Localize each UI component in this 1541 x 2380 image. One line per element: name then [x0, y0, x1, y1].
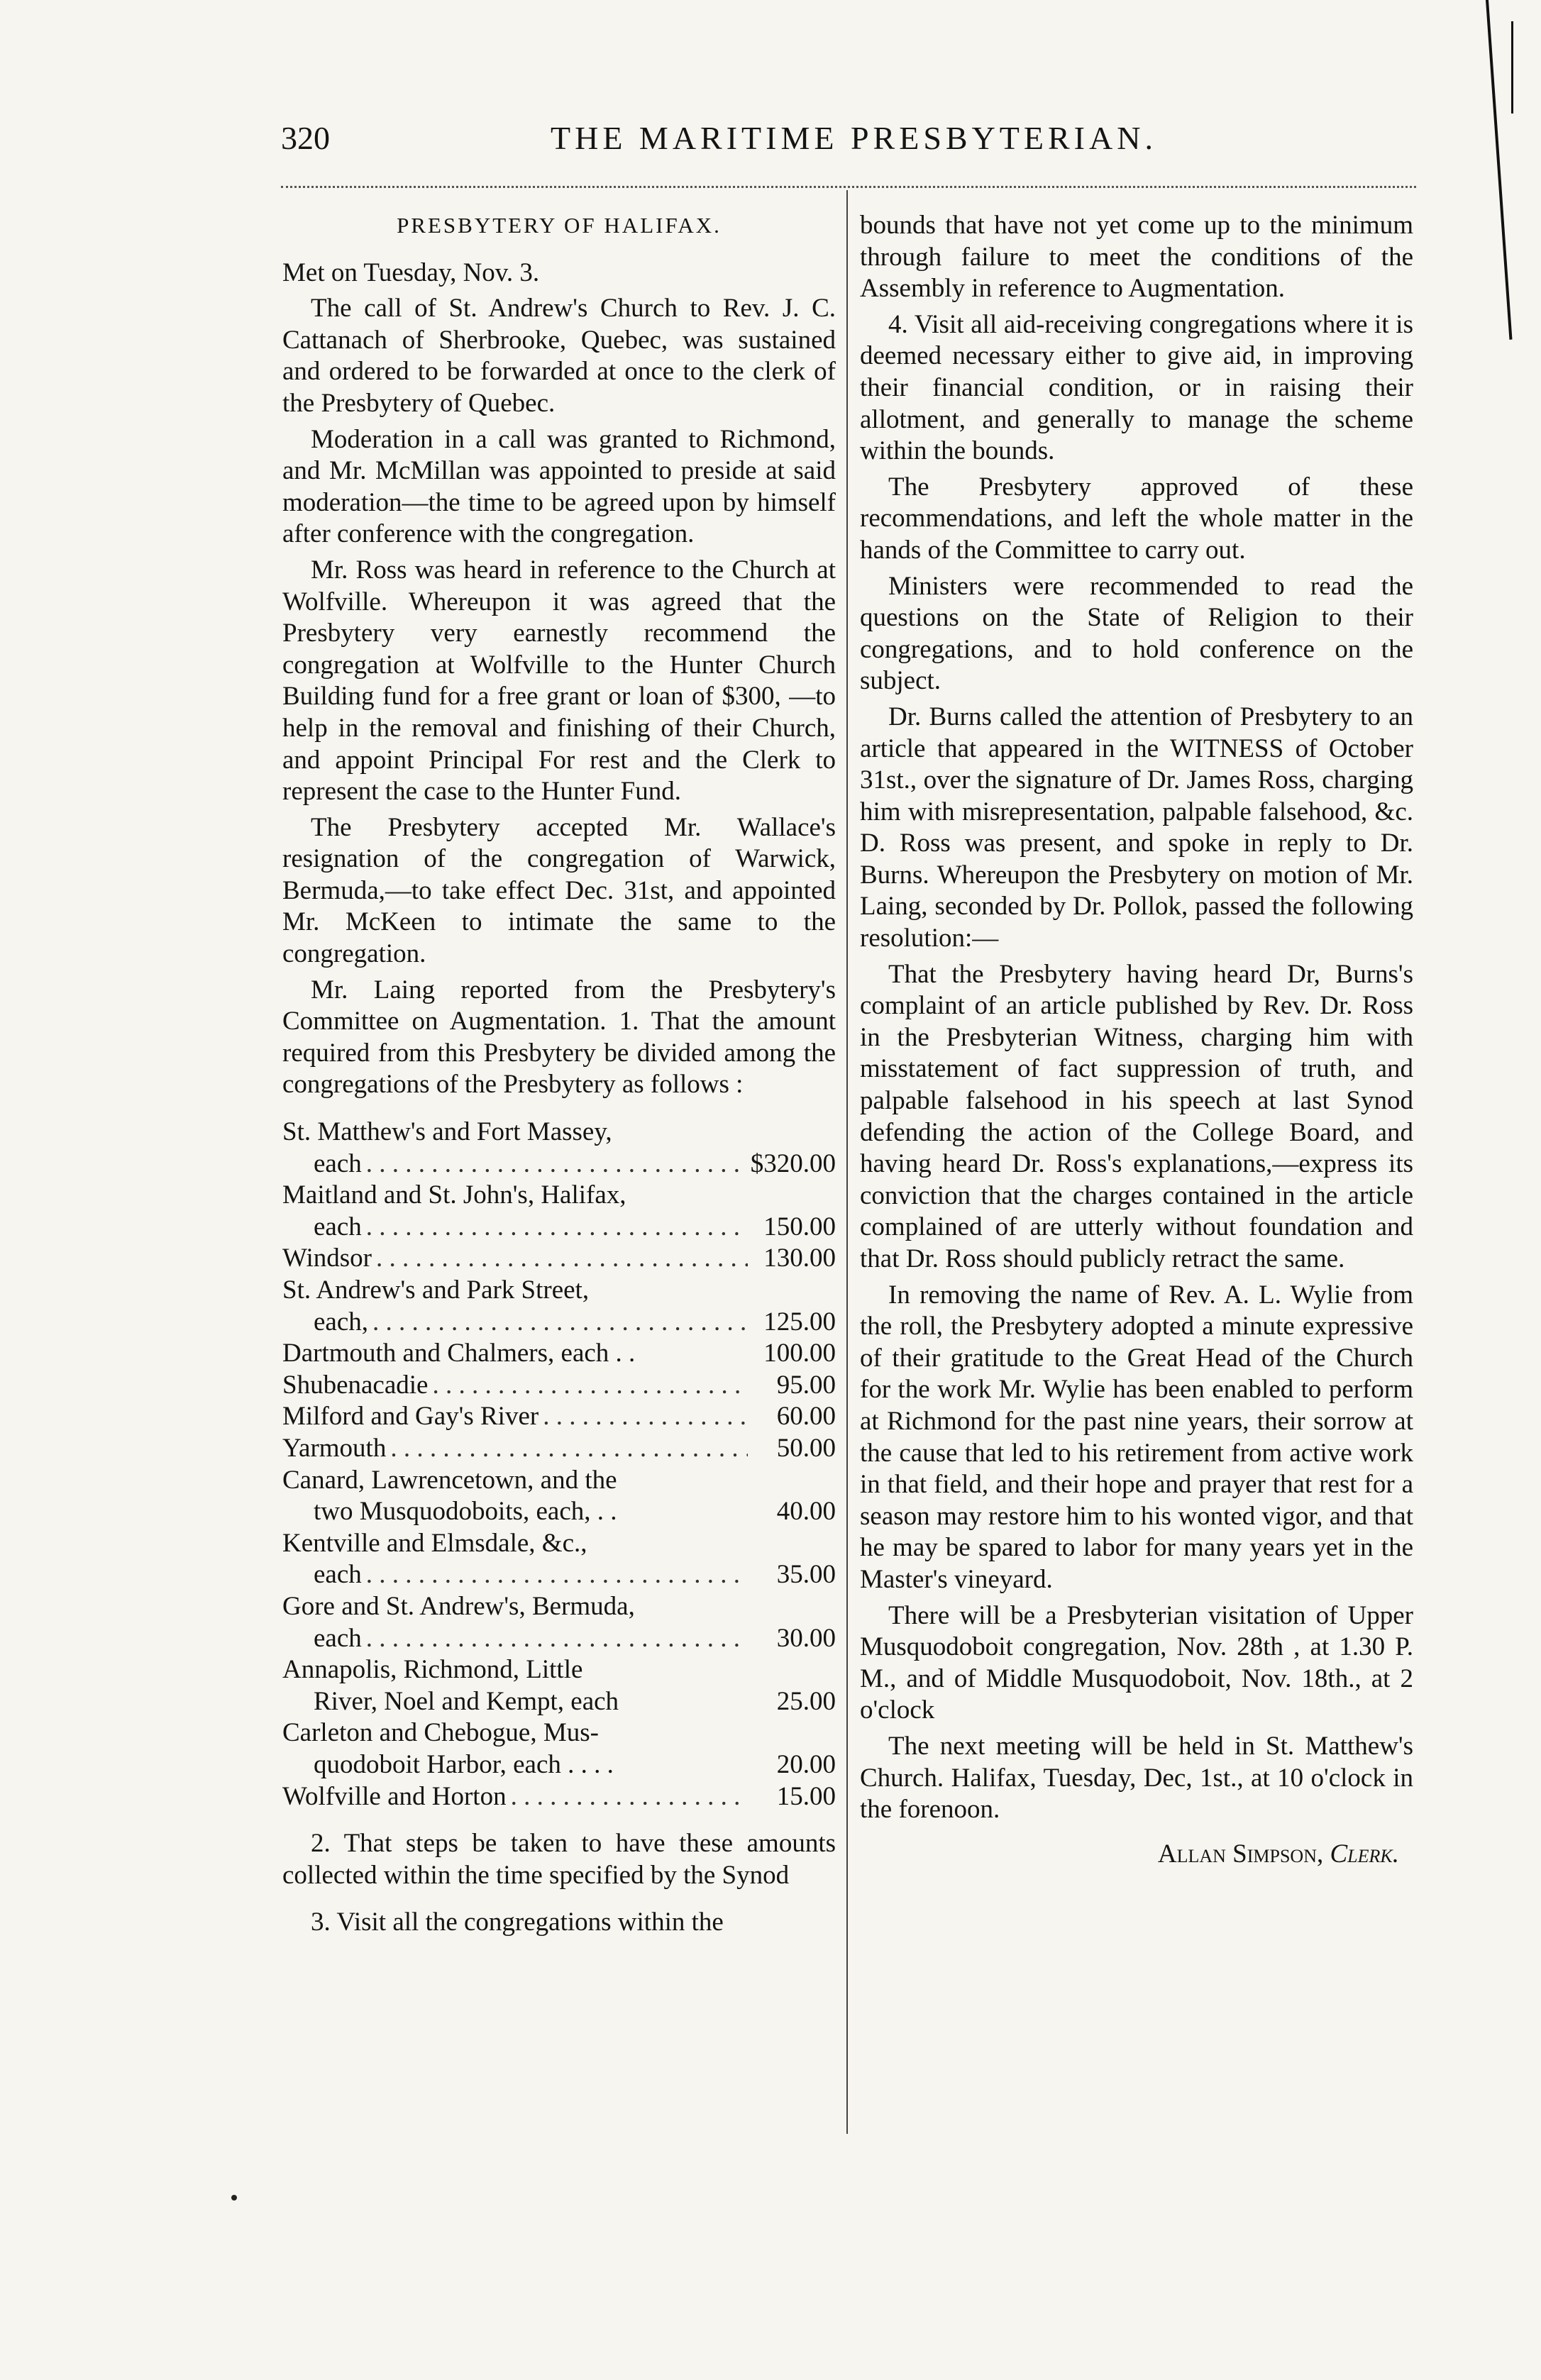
- paragraph: Dr. Burns called the attention of Presbytery to an article that appeared in the WITNESS of October 31st., over the signature of Dr. James Ross, charging him with misrepresentation, palpable falsehood, &c. D. Ross was present, and spoke in reply to Dr. Burns. Whereupon the Presbytery on motion of Mr. Laing, seconded by Dr. Pollok, passed the following resolution:—: [860, 702, 1413, 953]
- paragraph: There will be a Presbyterian visitation of Upper Musquodoboit congregation, Nov. 28th , at 1.30 P. M., and of Middle Musquodoboit, Nov. 18th., at 2 o'clock: [860, 1600, 1413, 1725]
- allotment-row: [282, 1686, 836, 1718]
- header-rule: [281, 186, 1416, 188]
- clerk-name: Allan Simpson,: [1157, 1839, 1324, 1869]
- congregation-name: St. Matthew's and Fort Massey,: [282, 1117, 612, 1147]
- congregation-name: Wolfville and Horton: [282, 1781, 507, 1811]
- paragraph: That the Presbytery having heard Dr, Burns's complaint of an article published by Rev. Dr. Ross in the Presbyterian Witness, charging him with misstatement of fact suppression of truth, and palpable falsehood in his speech at last Synod defending the action of the College Board, and having heard Dr. Ross's explanations,—express its conviction that the charges contained in the article complained of are utterly without foundation and that Dr. Ross should publicly retract the same.: [860, 959, 1413, 1273]
- congregation-name: Carleton and Chebogue, Mus-: [282, 1718, 599, 1748]
- paragraph: 2. That steps be taken to have these amounts collected within the time specified by the Synod: [282, 1829, 836, 1890]
- allotment-row: [282, 1212, 836, 1244]
- signature-line: [860, 1839, 1413, 1871]
- paragraph: Mr. Ross was heard in reference to the Church at Wolfville. Whereupon it was agreed that the Presbytery very earnestly recommend the congregation at Wolfville to the Hunter Church Building fund for a free grant or loan of $300, —to help in the removal and finishing of their Church, and appoint Principal For rest and the Clerk to represent the case to the Hunter Fund.: [282, 555, 836, 807]
- congregation-name: Windsor: [282, 1244, 372, 1273]
- section-heading: PRESBYTERY OF HALIFAX.: [397, 213, 722, 238]
- allotment-row: [282, 1623, 836, 1655]
- dot-leader: [366, 1149, 746, 1180]
- dot-leader: [511, 1781, 748, 1813]
- allotment-row: [282, 1180, 836, 1212]
- paragraph: 4. Visit all aid-receiving congregations where it is deemed necessary either to give aid, in improving their financial condition, or in raising their allotment, and generally to manage the scheme within the bounds.: [860, 309, 1413, 466]
- congregation-name: Gore and St. Andrew's, Bermuda,: [282, 1591, 635, 1621]
- congregation-name: each: [314, 1623, 362, 1653]
- allotment-row: [282, 1275, 836, 1307]
- allotment-row: [282, 1307, 836, 1339]
- congregation-name: Kentville and Elmsdale, &c.,: [282, 1528, 587, 1558]
- dot-leader: [366, 1559, 748, 1591]
- congregation-name: each,: [314, 1307, 369, 1336]
- allotment-row: [282, 1559, 836, 1591]
- allotment-row: [282, 1370, 836, 1402]
- allotment-amount: 95.00: [776, 1370, 836, 1400]
- allotment-amount: 130.00: [763, 1244, 836, 1273]
- dot-leader: [366, 1623, 748, 1655]
- page-edge-line-upper: [1511, 21, 1513, 114]
- left-column: [282, 210, 836, 1943]
- allotment-amount: 25.00: [776, 1686, 836, 1716]
- allotment-amount: 35.00: [776, 1560, 836, 1590]
- allotment-row: [282, 1717, 836, 1749]
- dot-leader: [366, 1212, 748, 1244]
- dot-leader: [543, 1401, 748, 1433]
- allotment-amount: 30.00: [776, 1623, 836, 1653]
- congregation-name: Dartmouth and Chalmers, each . .: [282, 1339, 636, 1368]
- paragraph: Met on Tuesday, Nov. 3.: [282, 258, 540, 287]
- dot-leader: [432, 1370, 748, 1402]
- congregation-name: quodoboit Harbor, each . . . .: [314, 1749, 614, 1779]
- congregation-name: St. Andrew's and Park Street,: [282, 1275, 590, 1305]
- allotment-amount: 15.00: [776, 1781, 836, 1811]
- paragraph: bounds that have not yet come up to the minimum through failure to meet the conditions of the Assembly in reference to Augmentation.: [860, 211, 1413, 304]
- allotment-amount: 150.00: [763, 1212, 836, 1241]
- allotment-table: [282, 1117, 836, 1812]
- allotment-amount: 125.00: [763, 1307, 836, 1336]
- allotment-row: [282, 1496, 836, 1528]
- allotment-amount: 50.00: [776, 1433, 836, 1463]
- congregation-name: Yarmouth: [282, 1433, 387, 1463]
- page-header: [281, 119, 1274, 169]
- allotment-row: [282, 1591, 836, 1623]
- congregation-name: each: [314, 1149, 362, 1178]
- congregation-name: Milford and Gay's River: [282, 1402, 539, 1432]
- allotment-amount: $320.00: [750, 1149, 836, 1178]
- paragraph: The call of St. Andrew's Church to Rev. J. C. Cattanach of Sherbrooke, Quebec, was sustained and ordered to be forwarded at once to the clerk of the Presbytery of Quebec.: [282, 294, 836, 418]
- allotment-row: [282, 1401, 836, 1433]
- allotment-row: [282, 1749, 836, 1781]
- paragraph: Moderation in a call was granted to Richmond, and Mr. McMillan was appointed to preside at said moderation—the time to be agreed upon by himself after conference with the congregation.: [282, 424, 836, 549]
- paragraph: Mr. Laing reported from the Presbytery's Committee on Augmentation. 1. That the amount required from this Presbytery be divided among the congregations of the Presbytery as follows :: [282, 975, 836, 1100]
- paragraph: The Presbytery approved of these recommendations, and left the whole matter in the hands of the Committee to carry out.: [860, 472, 1413, 565]
- allotment-row: [282, 1465, 836, 1497]
- right-column: [860, 210, 1413, 1870]
- allotment-row: [282, 1243, 836, 1275]
- paragraph: Ministers were recommended to read the questions on the State of Religion to their congregations, and to hold conference on the subject.: [860, 571, 1413, 696]
- dot-leader: [376, 1243, 748, 1275]
- allotment-amount: 40.00: [776, 1497, 836, 1527]
- congregation-name: Canard, Lawrencetown, and the: [282, 1465, 617, 1495]
- allotment-amount: 60.00: [776, 1402, 836, 1432]
- congregation-name: Maitland and St. John's, Halifax,: [282, 1180, 626, 1210]
- paragraph: In removing the name of Rev. A. L. Wylie from the roll, the Presbytery adopted a minute expressive of their gratitude to the Great Head of the Church for the work Mr. Wylie has been enabled to perform at Richmond for the past nine years, their sorrow at the cause that led to his retirement from active work in that field, and their hope and prayer that rest for a season may restore him to his wonted vigor, and that he may be spared to labor for many years yet in the Master's vineyard.: [860, 1280, 1413, 1594]
- allotment-row: [282, 1433, 836, 1465]
- paragraph: 3. Visit all the congregations within the: [311, 1908, 724, 1937]
- allotment-row: [282, 1117, 836, 1149]
- allotment-row: [282, 1338, 836, 1370]
- congregation-name: each: [314, 1560, 362, 1590]
- congregation-name: Annapolis, Richmond, Little: [282, 1655, 583, 1685]
- stray-ink-mark: [231, 2195, 237, 2201]
- running-title: THE MARITIME PRESBYTERIAN.: [551, 120, 1157, 156]
- paragraph: The next meeting will be held in St. Matthew's Church. Halifax, Tuesday, Dec, 1st., at 10 o'clock in the forenoon.: [860, 1731, 1413, 1825]
- dot-leader: [390, 1433, 748, 1465]
- paragraph: The Presbytery accepted Mr. Wallace's resignation of the congregation of Warwick, Bermuda,—to take effect Dec. 31st, and appointed Mr. McKeen to intimate the same to the congregation.: [282, 812, 836, 969]
- allotment-row: [282, 1654, 836, 1686]
- page-edge-line-top: [1486, 0, 1512, 340]
- allotment-amount: 100.00: [763, 1339, 836, 1368]
- congregation-name: each: [314, 1212, 362, 1241]
- congregation-name: River, Noel and Kempt, each: [314, 1686, 619, 1716]
- column-divider: [846, 190, 848, 2134]
- congregation-name: two Musquodoboits, each, . .: [314, 1497, 617, 1527]
- dot-leader: [372, 1307, 748, 1339]
- congregation-name: Shubenacadie: [282, 1370, 429, 1400]
- allotment-amount: 20.00: [776, 1749, 836, 1779]
- page-number: 320: [281, 120, 330, 156]
- clerk-title: Clerk.: [1330, 1839, 1399, 1869]
- allotment-row: [282, 1149, 836, 1180]
- allotment-row: [282, 1781, 836, 1813]
- allotment-row: [282, 1528, 836, 1560]
